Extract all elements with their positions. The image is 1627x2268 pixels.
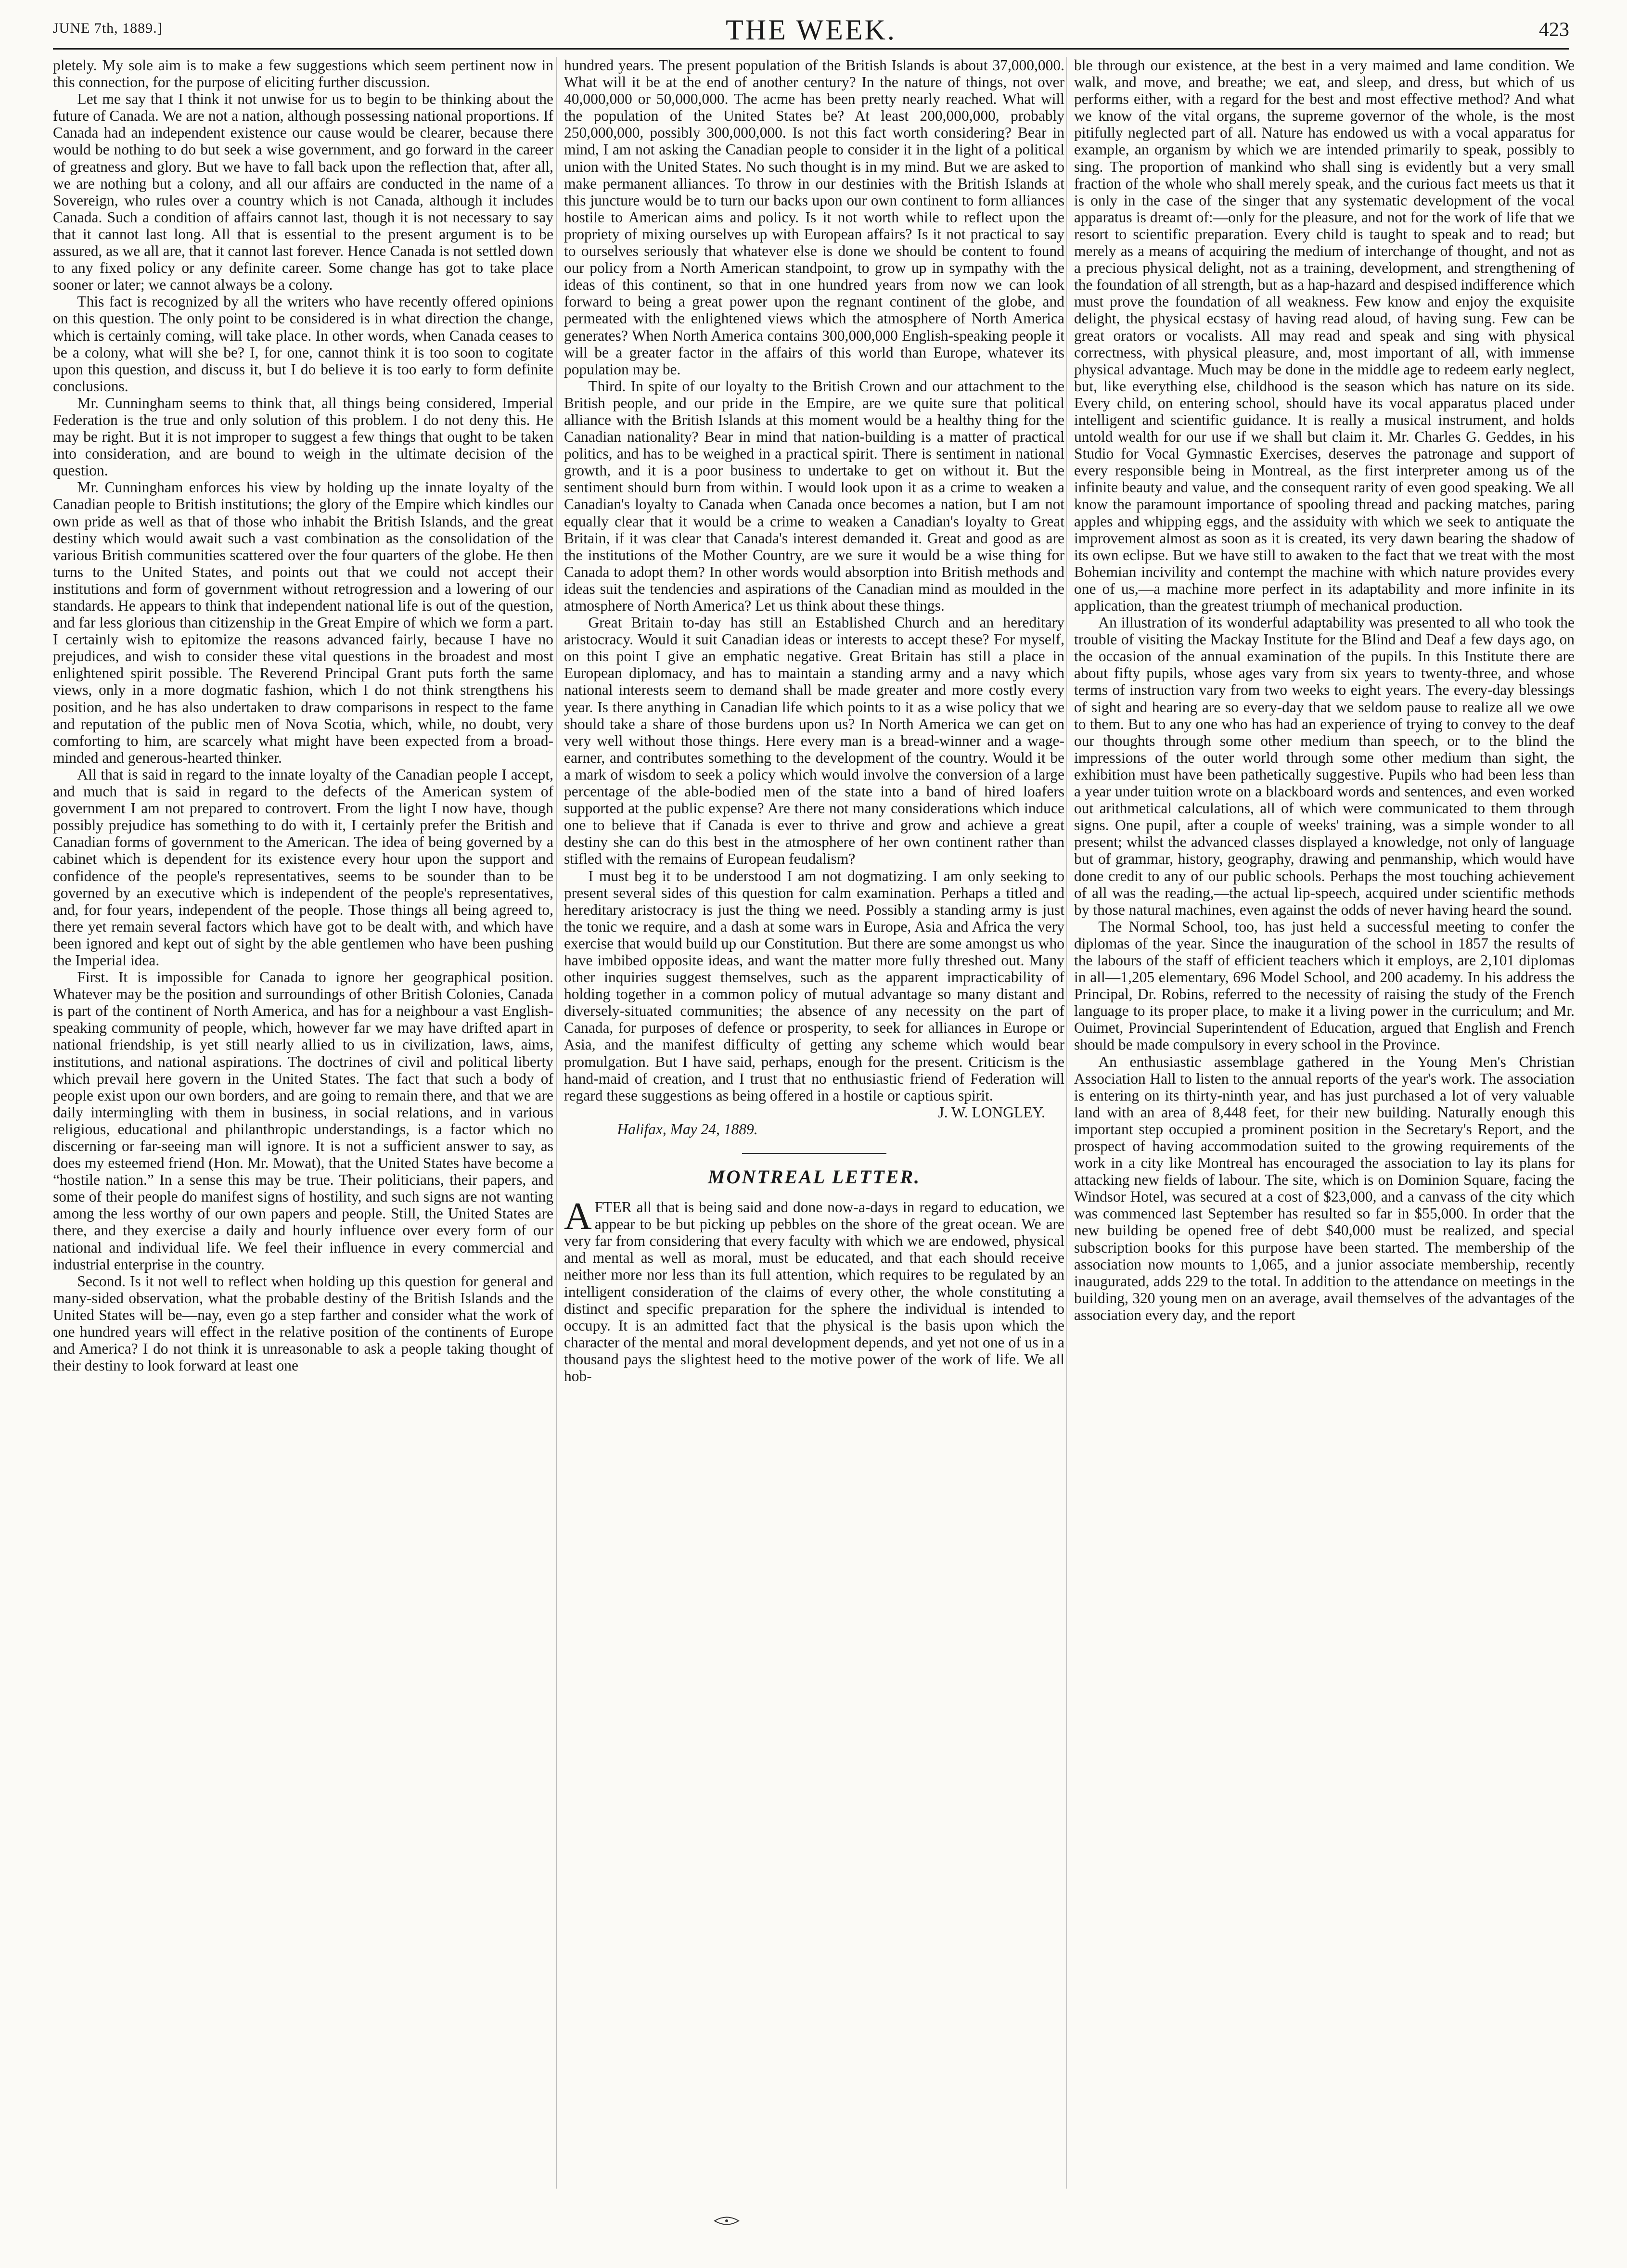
masthead-title: THE WEEK.: [726, 14, 897, 46]
header-rule: [53, 48, 1569, 50]
paragraph: Second. Is it not well to reflect when holding up this question for general and many-sided observation, what the probable destiny of the British Islands and the United States will be—nay, even go a step farther and consider what the work of one hundred years will effect in the relative position of the continents of Europe and America? I do not think it is unreasonable to ask a people taking thought of their destiny to look forward at least one: [53, 1272, 553, 1374]
paragraph: Mr. Cunningham seems to think that, all things being considered, Imperial Federation is the true and only solution of this problem. I do not deny this. He may be right. But it is not improper to suggest a few things that ought to be taken into consideration, and are bound to weigh in the ultimate decision of the question.: [53, 394, 553, 479]
page-number: 423: [1539, 19, 1569, 41]
paragraph: Great Britain to-day has still an Established Church and an hereditary aristocracy. Would it suit Canadian ideas or interests to accept these? For myself, on this point I give an emphatic negative. Great Britain has still a place in European diplomacy, and has to maintain a standing army and a navy which national interests seem to demand shall be made greater and more costly every year. Is there anything in Canadian life which points to it as a wise policy that we should take a share of those burdens upon us? In North America we can get on very well without those things. Here every man is a bread-winner and a wage-earner, and contributes something to the development of the country. Would it be a mark of wisdom to seek a policy which would involve the conversion of a large percentage of the able-bodied men of the state into a band of hired loafers supported at the public expense? Are there not many considerations which induce one to believe that if Canada is ever to thrive and grow and achieve a great destiny she can do this best in the atmosphere of her own continent rather than stifled with the remains of European feudalism?: [564, 614, 1064, 868]
dateline: Halifax, May 24, 1889.: [617, 1120, 758, 1138]
ornament-icon: [712, 2214, 741, 2228]
column-2: [564, 57, 1064, 2189]
section-title: MONTREAL LETTER.: [707, 1166, 921, 1188]
paragraph: First. It is impossible for Canada to ignore her geographical position. Whatever may be the position and surroundings of other British Colonies, Canada is part of the continent of North America, and has for a neighbour a vast English-speaking community of people, which, however far we may have drifted apart in national friendship, is yet still nearly allied to us in civilization, laws, aims, institutions, and national aspirations. The doctrines of civil and political liberty which prevail here govern in the United States. The fact that such a body of people exist upon our own borders, and are going to remain there, and that we are daily intermingling with them in business, in social relations, and in various religious, educational and philanthropic understandings, is a factor which no discerning or far-seeing man will ignore. It is not a sufficient answer to say, as does my esteemed friend (Hon. Mr. Mowat), that the United States have become a “hostile nation.” In a sense this may be true. Their politicians, their papers, and some of their people do manifest signs of hostility, and such signs are not wanting among the less worthy of our own papers and people. Still, the United States are there, and they exercise a daily and hourly influence over every form of our national and individual life. We feel their influence in every commercial and industrial enterprise in the country.: [53, 969, 553, 1273]
column-3: [1074, 57, 1575, 2203]
paragraph: Mr. Cunningham enforces his view by holding up the innate loyalty of the Canadian people to British institutions; the glory of the Empire which kindles our own pride as well as that of those who inhabit the British Islands, and the great destiny which would await such a vast combination as the consolidation of the various British communities scattered over the four quarters of the globe. He then turns to the United States, and points out that we could not accept their institutions and form of government without retrogression and a lowering of our standards. He appears to think that independent national life is out of the question, and far less glorious than citizenship in the Great Empire of which we form a part. I certainly wish to epitomize the reasons advanced fairly, because I have no prejudices, and wish to consider these vital questions in the broadest and most enlightened spirit possible. The Reverend Principal Grant puts forth the same views, only in a more dogmatic fashion, which I do not think strengthens his position, and he has also undertaken to draw comparisons in respect to the fame and reputation of the public men of Nova Scotia, which, while, no doubt, very comforting to him, are scarcely what might have been expected from a broad-minded and generous-hearted thinker.: [53, 479, 553, 766]
paragraph: hundred years. The present population of the British Islands is about 37,000,000. What will it be at the end of another century? In the nature of things, not over 40,000,000 or 50,000,000. The acme has been pretty nearly reached. What will the population of the United States be? At least 200,000,000, probably 250,000,000, possibly 300,000,000. Is not this fact worth considering? Bear in mind, I am not asking the Canadian people to consider it in the light of a political union with the United States. No such thought is in my mind. But we are asked to make permanent alliances. To throw in our destinies with the British Islands at this juncture would be to turn our backs upon our own continent to form alliances hostile to American aims and policy. Is it not worth while to reflect upon the propriety of mixing ourselves up with European affairs? Is it not practical to say to ourselves seriously that whatever else is done we should be content to found our policy from a North American standpoint, to grow up in sympathy with the ideas of this continent, so that in one hundred years from now we can look forward to being a great power upon the regnant continent of the globe, and permeated with the enlightened views which the atmosphere of North America generates? When North America contains 300,000,000 English-speaking people it will be a greater factor in the affairs of this world than Europe, whatever its population may be.: [564, 57, 1064, 378]
page-header: [53, 13, 1569, 47]
paragraph: ble through our existence, at the best in a very maimed and lame condition. We walk, and move, and breathe; we eat, and sleep, and dress, but which of us performs either, with a regard for the best and most effective method? And what we know of the vital organs, the supreme governor of the whole, is the most pitifully neglected part of all. Nature has endowed us with a vocal apparatus for example, an organism by which we are intended primarily to speak, possibly to sing. The proportion of mankind who shall sing is evidently but a very small fraction of the whole who shall merely speak, and the curious fact meets us that it is only in the case of the singer that any systematic development of the vocal apparatus is dreamt of:—only for the pleasure, and not for the work of life that we resort to scientific preparation. Every child is taught to speak and to read; but merely as a means of acquiring the medium of interchange of thought, and not as a precious physical delight, not as a training, development, and strengthening of the foundation of all strength, but as a hap-hazard and despised indifference which must prove the foundation of all weakness. Few know and enjoy the exquisite delight, the physical ecstasy of having read aloud, of having sung. Few can be great orators or vocalists. All may read and speak and sing with physical correctness, with physical pleasure, and, most important of all, with immense physical advantage. Much may be done in the middle age to redeem early neglect, but, like everything else, childhood is the season which has nature on its side. Every child, on entering school, should have its vocal apparatus placed under intelligent and scientific guidance. It is really a musical instrument, and holds untold wealth for our use if we shall but claim it. Mr. Charles G. Geddes, in his Studio for Vocal Gymnastic Exercises, deserves the patronage and support of every responsible being in Montreal, as the first interpreter among us of the infinite beauty and value, and the consequent rarity of even good speaking. We all know the paramount importance of spooling thread and packing matches, paring apples and whipping eggs, and the assiduity with which we seek to antiquate the improvement almost as soon as it is created, its very dawn bearing the shadow of its own eclipse. But we have still to awaken to the fact that we treat with the most Bohemian incivility and contempt the machine with which nature provides every one of us,—a machine more perfect in its adaptability and more infinite in its application, than the greatest triumph of mechanical production.: [1074, 57, 1575, 614]
section-rule: [742, 1153, 886, 1154]
montreal-first-paragraph: [564, 1195, 1064, 1385]
paragraph: Let me say that I think it not unwise for us to begin to be thinking about the future of Canada. We are not a nation, although possessing national proportions. If Canada had an independent existence our cause would be clearer, because there would be nothing to do but seek a wise government, and go forward in the career of greatness and glory. But we have to fall back upon the reflection that, after all, we are nothing but a colony, and all our affairs are conducted in the name of a Sovereign, who rules over a country which is not Canada, although it includes Canada. Such a condition of affairs cannot last, though it is not necessary to say that it cannot last long. All that is essential to the present argument is to be assured, as we all are, that it cannot last forever. Hence Canada is not settled down to any fixed policy or any definite career. Some change has got to take place sooner or later; we cannot always be a colony.: [53, 90, 553, 294]
paragraph: pletely. My sole aim is to make a few suggestions which seem pertinent now in this connection, for the purpose of eliciting further discussion.: [53, 57, 553, 91]
paragraph-text: FTER all that is being said and done now-a-days in regard to education, we appear to be but picking up pebbles on the shore of the great ocean. We are very far from considering that every faculty with which we are endowed, physical and mental as well as moral, must be educated, and that each should receive neither more nor less than its full attention, which requires to be regulated by an intelligent consideration of the claims of every other, the whole constituting a distinct and specific preparation for the sphere the individual is intended to occupy. It is an admitted fact that the physical is the basis upon which the character of the mental and moral development depends, and yet not one of us in a thousand pays the slightest heed to the motive power of the work of life. We all hob-: [564, 1199, 1064, 1385]
paragraph: An illustration of its wonderful adaptability was presented to all who took the trouble of visiting the Mackay Institute for the Blind and Deaf a few days ago, on the occasion of the annual examination of the pupils. In this Institute there are about fifty pupils, whose ages vary from six years to twenty-three, and whose terms of instruction vary from two weeks to eight years. The every-day blessings of sight and hearing are so every-day that we seldom pause to realize all we owe to them. But to any one who has had an experience of trying to convey to the deaf our thoughts through some other medium than speech, or to the blind the impressions of the outer world through some other medium than sight, the exhibition must have been pathetically suggestive. Pupils who had been less than a year under tuition wrote on a blackboard words and sentences, and even worked out arithmetical calculations, all of which were communicated to them through signs. One pupil, after a couple of weeks' training, was a simple wonder to all present; whilst the advanced classes displayed a knowledge, not only of language but of grammar, history, geography, drawing and penmanship, which would have done credit to any of our public schools. Perhaps the most touching achievement of all was the reading,—the actual lip-speech, acquired under scientific methods by those natural machines, even against the odds of never having heard the sound.: [1074, 614, 1575, 918]
paragraph: The Normal School, too, has just held a successful meeting to confer the diplomas of the year. Since the inauguration of the school in 1857 the results of the labours of the staff of efficient teachers which it employs, are 2,101 diplomas in all—1,205 elementary, 696 Model School, and 200 academy. In his address the Principal, Dr. Robins, referred to the necessity of raising the study of the French language to its proper place, to make it a living power in the curriculum; and Mr. Ouimet, Provincial Superintendent of Education, argued that English and French should be made compulsory in every school in the Province.: [1074, 918, 1575, 1053]
column-divider: [1066, 57, 1067, 2189]
paragraph: I must beg it to be understood I am not dogmatizing. I am only seeking to present several sides of this question for calm examination. Perhaps a titled and hereditary aristocracy is just the thing we need. Possibly a standing army is just the tonic we require, and a dash at some wars in Europe, Asia and Africa the very exercise that would build up our Constitution. But there are some amongst us who have imbibed opposite ideas, and want the matter more fully threshed out. Many other inquiries suggest themselves, such as the apparent impracticability of holding together in a common policy of mutual advantage so many distant and diversely-situated communities; the absence of any necessity on the part of Canada, for purposes of defence or prosperity, to seek for alliances in Europe or Asia, and the manifest difficulty of getting any scheme which would bear promulgation. But I have said, perhaps, enough for the present. Criticism is the hand-maid of creation, and I trust that no enthusiastic friend of Federation will regard these suggestions as being offered in a hostile or captious spirit.: [564, 867, 1064, 1104]
column-1: [53, 57, 553, 2203]
paragraph: An enthusiastic assemblage gathered in the Young Men's Christian Association Hall to listen to the annual reports of the year's work. The association is entering on its thirty-ninth year, and has just purchased a lot of very valuable land with an area of 8,448 feet, for their new building. Naturally enough this important step occupied a prominent position in the Secretary's Report, and the prospect of having accommodation suited to the growing requirements of the work in a city like Montreal has encouraged the association to lay its plans for attacking new fields of labour. The site, which is on Dominion Square, facing the Windsor Hotel, was secured at a cost of $23,000, and a canvass of the city which was commenced last September has resulted so far in $55,000. In order that the new building be opened free of debt $40,000 must be realized, and special subscription books for this purpose have been started. The membership of the association now mounts to 1,065, and a junior associate membership, recently inaugurated, adds 229 to the total. In addition to the attendance on meetings in the building, 320 young men on an average, avail themselves of the advantages of the association every day, and the report: [1074, 1053, 1575, 1323]
column-divider: [556, 57, 557, 2189]
paragraph: All that is said in regard to the innate loyalty of the Canadian people I accept, and much that is said in regard to the defects of the American system of government I am not prepared to controvert. From the light I now have, though possibly prejudice has something to do with it, I certainly prefer the British and Canadian forms of government to the American. The idea of being governed by a cabinet which is dependent for its existence every hour upon the support and confidence of the people's representatives, seems to be sounder than to be governed by an executive which is independent of the people's representatives, and, for four years, independent of the people. Those things all being agreed to, there yet remain several factors which have got to be dealt with, and which have been ignored and kept out of sight by the able gentlemen who have been pushing the Imperial idea.: [53, 766, 553, 969]
paragraph: Third. In spite of our loyalty to the British Crown and our attachment to the British people, and our pride in the Empire, are we quite sure that political alliance with the British Islands at this moment would be a healthy thing for the Canadian nationality? Bear in mind that nation-building is a matter of practical politics, and has to be weighed in a practical spirit. There is sentiment in national growth, and it is a poor business to undertake to get on without it. But the sentiment should burn from within. I would look upon it as a crime to weaken a Canadian's loyalty to Canada when Canada once becomes a nation, but I am not equally clear that it would be a crime to weaken a Canadian's loyalty to Great Britain, if it was clear that Canada's interest demanded it. Great and good as are the institutions of the Mother Country, are we sure it would be a wise thing for Canada to adopt them? In other words would absorption into British methods and ideas suit the tendencies and aspirations of the Canadian mind as moulded in the atmosphere of North America? Let us think about these things.: [564, 377, 1064, 614]
issue-date: JUNE 7th, 1889.]: [53, 20, 163, 36]
paragraph: This fact is recognized by all the writers who have recently offered opinions on this question. The only point to be considered is in what direction the change, which is certainly coming, will take place. In other words, when Canada ceases to be a colony, what will she be? I, for one, cannot think it is too soon to cogitate upon this question, and discuss it, but I do believe it is too early to form definite conclusions.: [53, 293, 553, 395]
drop-cap: A: [564, 1195, 592, 1238]
author-signature: J. W. LONGLEY.: [938, 1103, 1045, 1121]
